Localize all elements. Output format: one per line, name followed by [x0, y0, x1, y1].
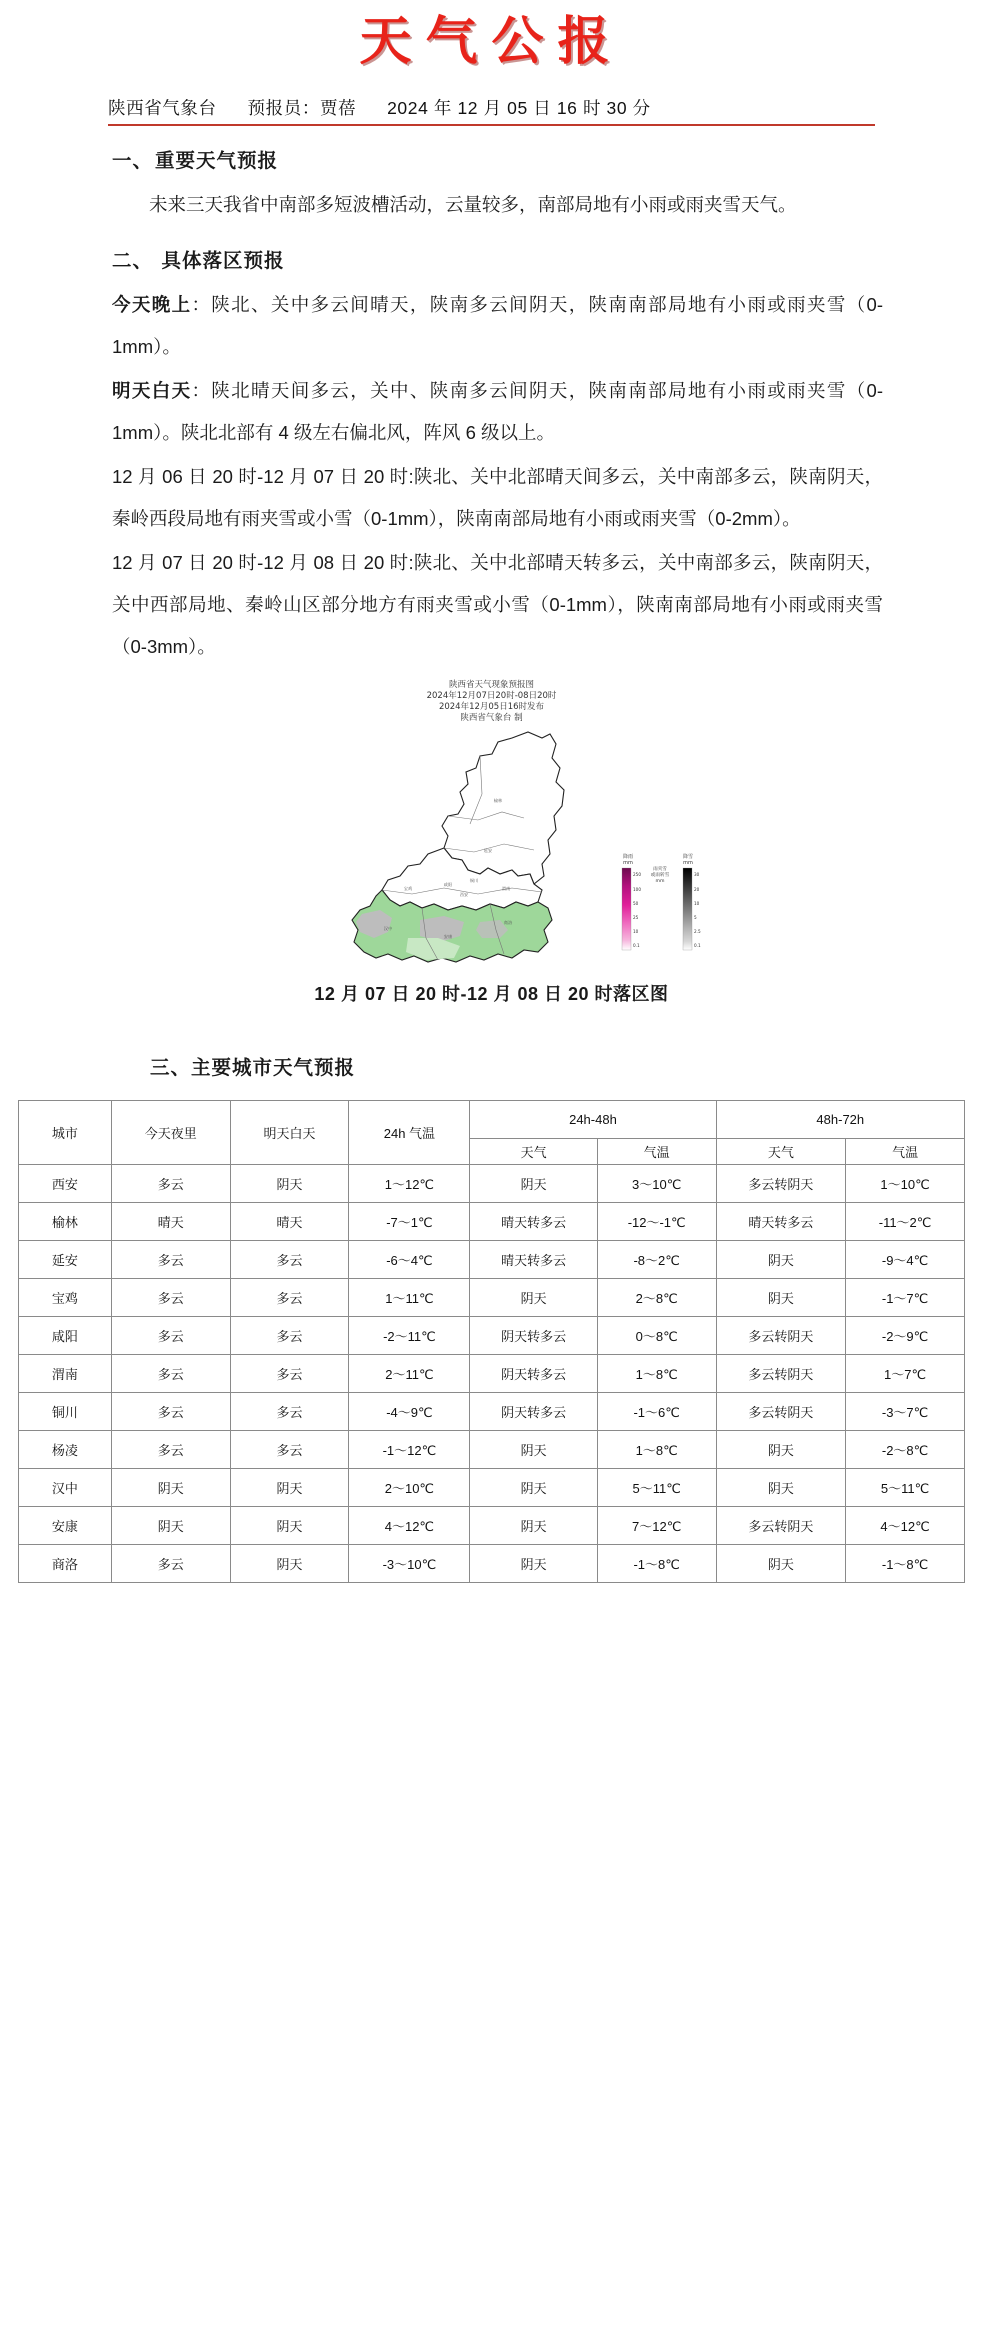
cell-temp-24h: -4～9℃ — [349, 1393, 470, 1431]
cell-weather-72h: 晴天转多云 — [716, 1203, 846, 1241]
section-1-heading — [112, 140, 883, 182]
legend-snow-ticks — [694, 872, 701, 948]
legend-snow-tick-4: 2.5 — [693, 929, 701, 935]
cell-tonight: 多云 — [111, 1393, 230, 1431]
cell-weather-72h: 阴天 — [716, 1545, 846, 1583]
cell-tomorrow: 阴天 — [230, 1469, 349, 1507]
forecast-tomorrow-text: ：陕北晴天间多云，关中、陕南多云间阴天，陕南南部局地有小雨或雨夹雪（0-1mm）。陕北北部有 4 级左右偏北风，阵风 6 级以上。 — [112, 380, 883, 444]
cell-temp-72h: -1～8℃ — [846, 1545, 965, 1583]
cell-weather-48h: 阴天 — [470, 1507, 597, 1545]
cell-weather-72h: 多云转阴天 — [716, 1317, 846, 1355]
forecast-dec07-dec08: 12 月 07 日 20 时-12 月 08 日 20 时:陕北、关中北部晴天转多云，关中南部多云，陕南阴天，关中西部局地、秦岭山区部分地方有雨夹雪或小雪（0-1mm），陕南南部局地有小雨或雨夹雪（0-3mm）。 — [112, 552, 883, 658]
cell-temp-24h: 2～10℃ — [349, 1469, 470, 1507]
section-1-paragraph-1: 未来三天我省中南部多短波槽活动，云量较多，南部局地有小雨或雨夹雪天气。 — [149, 194, 797, 216]
cell-weather-48h: 阴天转多云 — [470, 1317, 597, 1355]
cell-tonight: 多云 — [111, 1165, 230, 1203]
cell-weather-72h: 阴天 — [716, 1279, 846, 1317]
cell-temp-48h: 5～11℃ — [597, 1469, 716, 1507]
table-row — [19, 1165, 965, 1203]
map-subtitle-issued: 2024年12月05日16时发布 — [438, 702, 545, 713]
cell-city: 铜川 — [19, 1393, 112, 1431]
title-area — [0, 0, 983, 77]
forecast-dec06-dec07: 12 月 06 日 20 时-12 月 07 日 20 时:陕北、关中北部晴天间多云，关中南部多云，陕南阴天，秦岭西段局地有雨夹雪或小雪（0-1mm），陕南南部局地有小雨或雨夹雪（0-2mm）。 — [112, 466, 883, 530]
legend-snow-tick-2: 10 — [693, 901, 699, 907]
forecast-map-figure — [0, 678, 983, 1006]
th-city: 城市 — [19, 1101, 112, 1165]
legend-rain-tick-1: 100 — [632, 887, 641, 893]
cell-weather-48h: 阴天 — [470, 1469, 597, 1507]
cell-temp-48h: -12～-1℃ — [597, 1203, 716, 1241]
legend-rain-tick-5: 0.1 — [632, 943, 640, 949]
cell-weather-72h: 多云转阴天 — [716, 1393, 846, 1431]
map-label-hanzhong: 汉中 — [383, 926, 392, 932]
cell-weather-72h: 阴天 — [716, 1241, 846, 1279]
cell-tonight: 多云 — [111, 1241, 230, 1279]
legend-rain-unit: mm — [622, 860, 633, 867]
city-forecast-table-wrap — [18, 1100, 965, 1583]
th-temp-72: 气温 — [846, 1139, 965, 1165]
cell-temp-72h: -2～9℃ — [846, 1317, 965, 1355]
province-outline-group — [352, 732, 564, 962]
cell-temp-72h: 4～12℃ — [846, 1507, 965, 1545]
cell-temp-72h: -1～7℃ — [846, 1279, 965, 1317]
cell-tomorrow: 多云 — [230, 1241, 349, 1279]
map-header-text — [0, 678, 983, 724]
legend-mixed-label2: 或雨转雪 — [650, 873, 669, 879]
cell-city: 杨凌 — [19, 1431, 112, 1469]
cell-temp-72h: -9～4℃ — [846, 1241, 965, 1279]
cell-temp-72h: -2～8℃ — [846, 1431, 965, 1469]
cell-temp-24h: -3～10℃ — [349, 1545, 470, 1583]
section-3-title: 主要城市天气预报 — [191, 1057, 356, 1080]
table-row — [19, 1545, 965, 1583]
cell-weather-48h: 晴天转多云 — [470, 1241, 597, 1279]
map-legend-group — [622, 853, 701, 950]
forecast-tomorrow — [112, 370, 883, 454]
table-row — [19, 1241, 965, 1279]
th-group-24-48: 24h-48h — [470, 1101, 716, 1139]
cell-temp-48h: -1～8℃ — [597, 1545, 716, 1583]
page-title: 天气公报 — [359, 12, 624, 72]
cell-weather-72h: 阴天 — [716, 1469, 846, 1507]
forecast-tonight-text: ：陕北、关中多云间晴天，陕南多云间阴天，陕南南部局地有小雨或雨夹雪（0-1mm）。 — [112, 294, 883, 358]
cell-temp-48h: 1～8℃ — [597, 1355, 716, 1393]
cell-weather-48h: 阴天转多云 — [470, 1393, 597, 1431]
cell-weather-48h: 阴天 — [470, 1431, 597, 1469]
legend-rain-colorbar — [622, 868, 631, 950]
cell-weather-48h: 阴天转多云 — [470, 1355, 597, 1393]
cell-temp-24h: 1～12℃ — [349, 1165, 470, 1203]
section-2-heading — [112, 240, 883, 282]
cell-weather-72h: 多云转阴天 — [716, 1507, 846, 1545]
cell-city: 延安 — [19, 1241, 112, 1279]
cell-temp-72h: 1～10℃ — [846, 1165, 965, 1203]
map-label-ankang: 安康 — [443, 934, 452, 940]
shaanxi-precipitation-map — [212, 724, 772, 974]
cell-city: 商洛 — [19, 1545, 112, 1583]
forecaster: 预报员：贾蓓 — [247, 98, 357, 119]
map-subtitle-period: 2024年12月07日20时-08日20时 — [426, 691, 557, 702]
table-row — [19, 1317, 965, 1355]
table-row — [19, 1393, 965, 1431]
issue-datetime: 2024 年 12 月 05 日 16 时 30 分 — [387, 98, 651, 119]
cell-temp-72h: -11～2℃ — [846, 1203, 965, 1241]
table-row — [19, 1355, 965, 1393]
map-label-tongchuan: 铜川 — [469, 878, 478, 884]
section-1-title: 重要天气预报 — [155, 150, 279, 173]
cell-tomorrow: 多云 — [230, 1317, 349, 1355]
cell-tonight: 晴天 — [111, 1203, 230, 1241]
cell-weather-72h: 阴天 — [716, 1431, 846, 1469]
figure-caption: 12 月 07 日 20 时-12 月 08 日 20 时落区图 — [314, 984, 669, 1005]
cell-tomorrow: 阴天 — [230, 1165, 349, 1203]
th-weather-48: 天气 — [470, 1139, 597, 1165]
th-temp-48: 气温 — [597, 1139, 716, 1165]
cell-temp-24h: 4～12℃ — [349, 1507, 470, 1545]
legend-mixed-unit: mm — [655, 879, 664, 885]
issuing-office: 陕西省气象台 — [108, 98, 217, 119]
cell-tonight: 多云 — [111, 1355, 230, 1393]
cell-tonight: 阴天 — [111, 1507, 230, 1545]
forecast-tomorrow-label: 明天白天 — [112, 380, 192, 402]
city-forecast-table — [18, 1100, 965, 1583]
cell-city: 榆林 — [19, 1203, 112, 1241]
map-label-weinan: 渭南 — [501, 886, 510, 892]
map-label-yulin: 榆林 — [493, 798, 502, 804]
cell-tomorrow: 多云 — [230, 1431, 349, 1469]
cell-weather-72h: 多云转阴天 — [716, 1165, 846, 1203]
bulletin-body — [112, 140, 883, 668]
table-head — [19, 1101, 965, 1165]
cell-temp-48h: -1～6℃ — [597, 1393, 716, 1431]
cell-temp-24h: -1～12℃ — [349, 1431, 470, 1469]
th-weather-72: 天气 — [716, 1139, 846, 1165]
cell-temp-48h: -8～2℃ — [597, 1241, 716, 1279]
legend-snow-tick-5: 0.1 — [693, 943, 701, 949]
cell-city: 西安 — [19, 1165, 112, 1203]
cell-temp-72h: 1～7℃ — [846, 1355, 965, 1393]
th-tonight: 今天夜里 — [111, 1101, 230, 1165]
cell-weather-48h: 阴天 — [470, 1165, 597, 1203]
bulletin-meta-line — [108, 95, 875, 126]
cell-temp-48h: 0～8℃ — [597, 1317, 716, 1355]
th-group-48-72: 48h-72h — [716, 1101, 964, 1139]
cell-weather-48h: 阴天 — [470, 1279, 597, 1317]
cell-temp-48h: 7～12℃ — [597, 1507, 716, 1545]
cell-temp-24h: 2～11℃ — [349, 1355, 470, 1393]
table-row — [19, 1469, 965, 1507]
cell-city: 渭南 — [19, 1355, 112, 1393]
th-tomorrow: 明天白天 — [230, 1101, 349, 1165]
legend-snow-label: 降雪 — [682, 854, 693, 861]
cell-tomorrow: 多云 — [230, 1279, 349, 1317]
cell-temp-48h: 1～8℃ — [597, 1431, 716, 1469]
cell-temp-48h: 2～8℃ — [597, 1279, 716, 1317]
legend-rain-tick-3: 25 — [632, 915, 638, 921]
legend-snow-unit: mm — [682, 860, 693, 867]
legend-rain-label: 降雨 — [622, 854, 633, 861]
map-label-baoji: 宝鸡 — [403, 886, 412, 892]
cell-tomorrow: 阴天 — [230, 1507, 349, 1545]
table-header-row-1 — [19, 1101, 965, 1139]
map-label-xianyang: 咸阳 — [443, 882, 452, 888]
map-label-xian: 西安 — [459, 892, 468, 898]
legend-snow-colorbar — [683, 868, 692, 950]
legend-rain-tick-0: 250 — [632, 872, 641, 878]
legend-snow-tick-0: 30 — [693, 872, 699, 878]
legend-rain-tick-2: 50 — [632, 901, 638, 907]
map-graphic-area — [212, 724, 772, 974]
table-row — [19, 1431, 965, 1469]
cell-weather-48h: 晴天转多云 — [470, 1203, 597, 1241]
map-label-yanan: 延安 — [483, 848, 492, 854]
cell-tomorrow: 多云 — [230, 1393, 349, 1431]
cell-tonight: 多云 — [111, 1317, 230, 1355]
section-2-number: 二、 — [112, 250, 154, 273]
table-row — [19, 1203, 965, 1241]
section-1-number: 一、 — [112, 150, 154, 173]
cell-city: 咸阳 — [19, 1317, 112, 1355]
legend-rain-ticks — [633, 872, 641, 948]
th-temp-24h: 24h 气温 — [349, 1101, 470, 1165]
map-title: 陕西省天气现象预报图 — [448, 680, 534, 691]
cell-temp-24h: 1～11℃ — [349, 1279, 470, 1317]
forecast-tonight-label: 今天晚上 — [112, 294, 192, 316]
table-row — [19, 1279, 965, 1317]
cell-tomorrow: 阴天 — [230, 1545, 349, 1583]
map-label-shangluo: 商洛 — [503, 920, 512, 926]
cell-city: 汉中 — [19, 1469, 112, 1507]
table-row — [19, 1507, 965, 1545]
cell-tonight: 多云 — [111, 1545, 230, 1583]
cell-temp-24h: -6～4℃ — [349, 1241, 470, 1279]
cell-tonight: 多云 — [111, 1279, 230, 1317]
section-3-heading — [150, 1052, 983, 1080]
cell-weather-72h: 多云转阴天 — [716, 1355, 846, 1393]
cell-city: 安康 — [19, 1507, 112, 1545]
cell-tonight: 多云 — [111, 1431, 230, 1469]
cell-temp-48h: 3～10℃ — [597, 1165, 716, 1203]
legend-snow-tick-1: 20 — [693, 887, 699, 893]
table-body — [19, 1165, 965, 1583]
forecast-tonight — [112, 284, 883, 368]
cell-temp-24h: -2～11℃ — [349, 1317, 470, 1355]
cell-tonight: 阴天 — [111, 1469, 230, 1507]
section-3-number: 三、 — [150, 1057, 192, 1080]
legend-rain-tick-4: 10 — [632, 929, 638, 935]
cell-tomorrow: 晴天 — [230, 1203, 349, 1241]
legend-snow-tick-3: 5 — [693, 915, 697, 921]
cell-city: 宝鸡 — [19, 1279, 112, 1317]
cell-temp-24h: -7～1℃ — [349, 1203, 470, 1241]
map-credit: 陕西省气象台 制 — [460, 713, 523, 724]
section-2-title: 具体落区预报 — [161, 250, 285, 273]
cell-temp-72h: -3～7℃ — [846, 1393, 965, 1431]
cell-tomorrow: 多云 — [230, 1355, 349, 1393]
cell-temp-72h: 5～11℃ — [846, 1469, 965, 1507]
cell-weather-48h: 阴天 — [470, 1545, 597, 1583]
legend-mixed-label: 雨夹雪 — [652, 867, 667, 873]
